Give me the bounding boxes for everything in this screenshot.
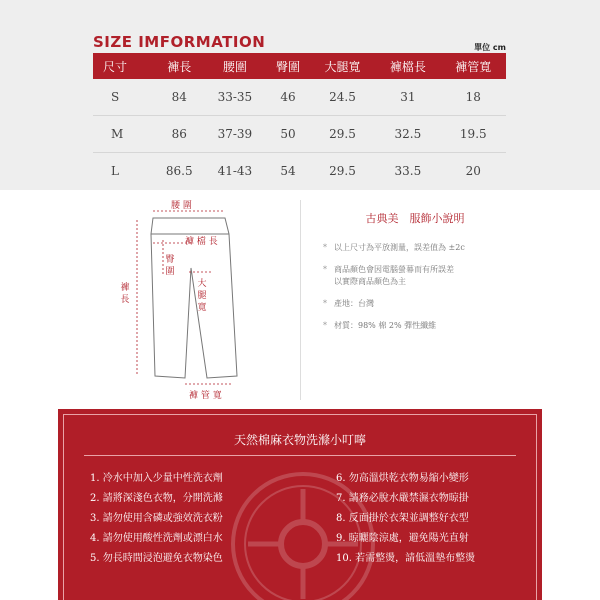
table-row bbox=[93, 153, 506, 190]
asterisk-icon: * bbox=[323, 299, 327, 308]
diagram-label-crotch: 褲 檔 長 bbox=[185, 237, 218, 247]
table-cell: 86 bbox=[155, 116, 203, 153]
table-cell: 32.5 bbox=[375, 116, 440, 153]
diagram-label-hip: 臀圍 bbox=[165, 255, 175, 277]
table-cell: 84 bbox=[171, 90, 187, 104]
table-cell: 31 bbox=[400, 90, 416, 104]
table-cell: 37-39 bbox=[203, 116, 266, 153]
list-item: 9. 晾曬陰涼處，避免陽光直射 bbox=[336, 533, 469, 544]
diagram-label-length: 褲長 bbox=[120, 283, 130, 305]
header-waist: 腰圍 bbox=[203, 53, 266, 79]
diagram-label-hem: 褲 管 寬 bbox=[189, 391, 222, 401]
list-item: 8. 反面掛於衣架並調整好衣型 bbox=[336, 513, 469, 524]
wash-list-left bbox=[90, 469, 223, 569]
divider bbox=[84, 455, 516, 456]
header-hem: 褲管寬 bbox=[441, 53, 506, 79]
size-table bbox=[93, 53, 506, 189]
wash-title: 天然棉麻衣物洗滌小叮嚀 bbox=[233, 433, 366, 447]
table-cell: 54 bbox=[266, 153, 310, 190]
size-title: SIZE IMFORMATION bbox=[93, 33, 266, 51]
table-cell: S bbox=[111, 90, 120, 104]
note-item: * 產地：台灣 bbox=[323, 299, 374, 308]
table-cell: 20 bbox=[441, 153, 506, 190]
table-row bbox=[93, 79, 506, 116]
size-table-header bbox=[93, 53, 506, 79]
table-row bbox=[93, 116, 506, 153]
table-cell: 29.5 bbox=[310, 116, 375, 153]
table-cell: 24.5 bbox=[329, 90, 356, 104]
diagram-label-waist: 腰 圍 bbox=[171, 201, 192, 211]
list-item: 1. 冷水中加入少量中性洗衣劑 bbox=[90, 473, 223, 484]
header-size: 尺寸 bbox=[93, 53, 155, 79]
note-item: * 以上尺寸為平放測量，誤差值為 ±2c bbox=[323, 243, 465, 252]
product-notes bbox=[320, 210, 590, 342]
table-cell: 33.5 bbox=[375, 153, 440, 190]
table-cell: M bbox=[93, 116, 155, 153]
wash-list-right bbox=[336, 469, 475, 569]
list-item: 10. 若需整燙，請低溫墊布整燙 bbox=[336, 553, 476, 564]
unit-label: 單位 cm bbox=[474, 43, 506, 52]
table-cell: 29.5 bbox=[310, 153, 375, 190]
table-cell: 50 bbox=[266, 116, 310, 153]
table-cell: 19.5 bbox=[441, 116, 506, 153]
list-item: 7. 請務必脫水嚴禁濕衣物晾掛 bbox=[336, 493, 469, 504]
divider bbox=[300, 200, 301, 400]
wash-care-panel bbox=[58, 409, 542, 600]
diagram-label-thigh: 大腿寬 bbox=[197, 279, 207, 313]
header-thigh: 大腿寬 bbox=[310, 53, 375, 79]
table-cell: L bbox=[93, 153, 155, 190]
asterisk-icon: * bbox=[323, 243, 327, 252]
pants-diagram bbox=[105, 196, 295, 406]
asterisk-icon: * bbox=[323, 321, 327, 330]
header-hip: 臀圍 bbox=[266, 53, 310, 79]
note-item: * 材質：98% 棉 2% 彈性纖維 bbox=[323, 321, 437, 330]
size-information-section bbox=[0, 0, 600, 190]
list-item: 4. 請勿使用酸性洗劑或漂白水 bbox=[90, 533, 223, 544]
table-cell: 46 bbox=[280, 90, 296, 104]
table-cell: 18 bbox=[465, 90, 481, 104]
list-item: 6. 勿高溫烘乾衣物易縮小變形 bbox=[336, 473, 469, 484]
list-item: 2. 請將深淺色衣物，分開洗滌 bbox=[90, 493, 223, 504]
asterisk-icon: * bbox=[323, 265, 327, 274]
notes-title: 古典美 服飾小說明 bbox=[365, 212, 465, 225]
table-cell: 41-43 bbox=[203, 153, 266, 190]
list-item: 5. 勿長時間浸泡避免衣物染色 bbox=[90, 553, 223, 564]
table-cell: 86.5 bbox=[155, 153, 203, 190]
table-cell: 33-35 bbox=[217, 90, 253, 104]
header-length: 褲長 bbox=[155, 53, 203, 79]
header-crotch: 褲檔長 bbox=[375, 53, 440, 79]
note-item: * 商品顏色會因電腦螢幕而有所誤差 以實際商品顏色為主 bbox=[323, 265, 454, 286]
list-item: 3. 請勿使用含磷或強效洗衣粉 bbox=[90, 513, 223, 524]
